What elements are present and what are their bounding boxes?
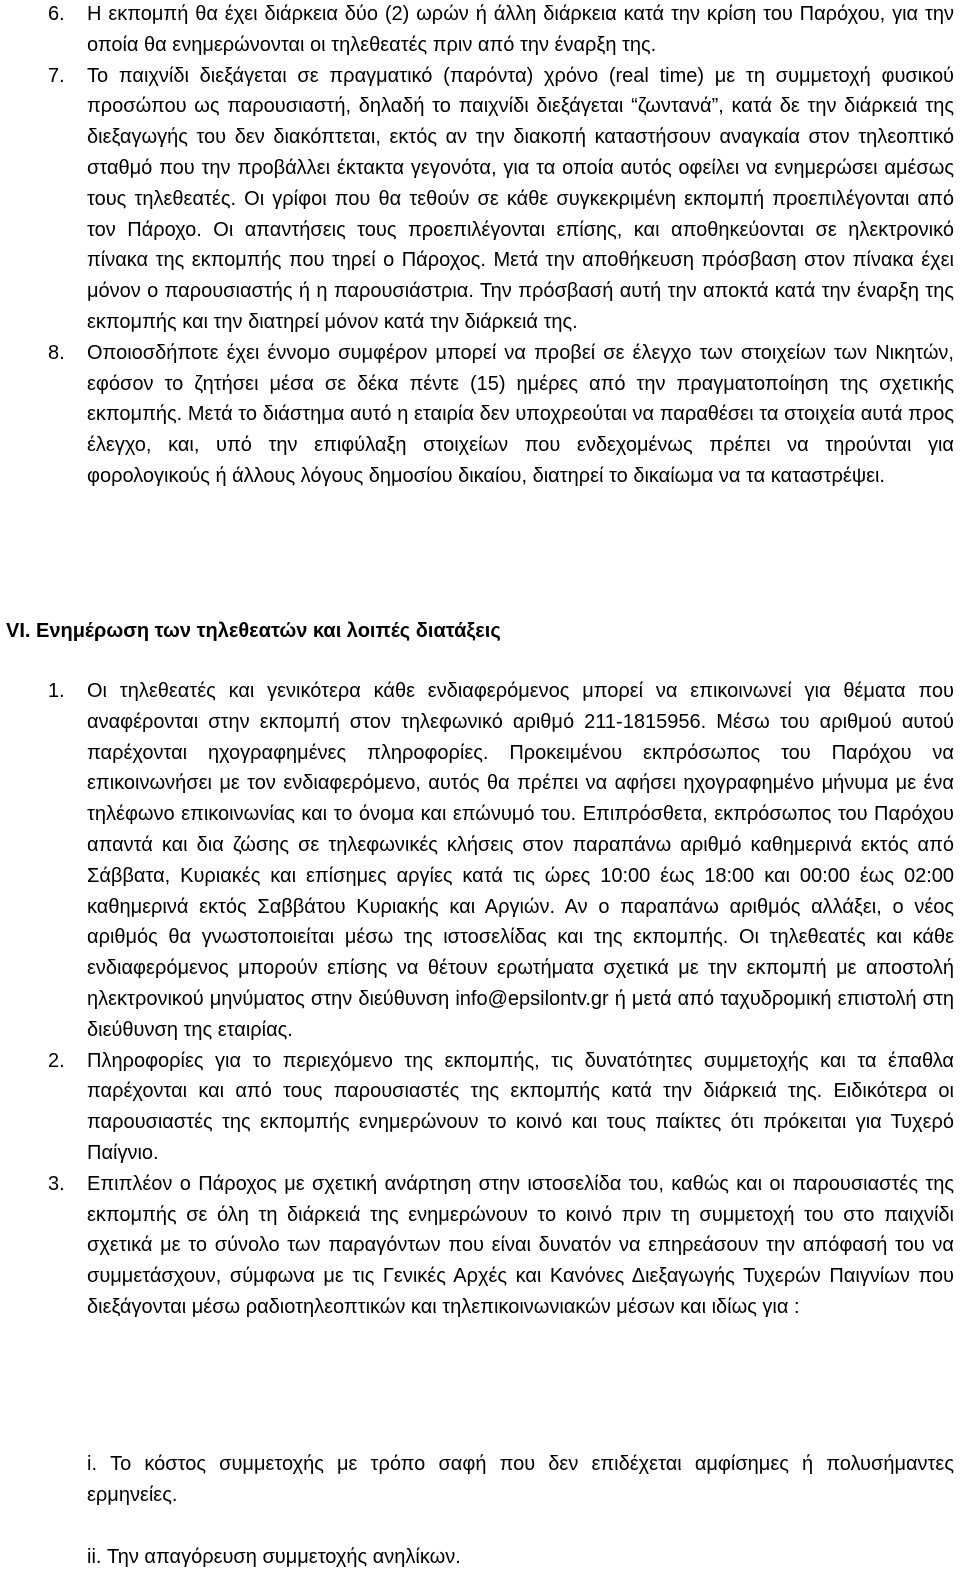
numbered-list-top bbox=[0, 0, 960, 492]
list-number: 8. bbox=[48, 341, 65, 364]
list-item-text: Το παιχνίδι διεξάγεται σε πραγματικό (παρόντα) χρόνο (real time) με τη συμμετοχή φυσικού προσώπου ως παρουσιαστή, δηλαδή το παιχνίδι διεξάγεται “ζωντανά”, κατά δε την διάρκειά της διεξαγωγής του δεν διακόπτεται, εκτός αν την διακοπή καταστήσουν αναγκαία στον τηλεοπτικό σταθμό που την προβάλλει έκτακτα γεγονότα, για τα οποία αυτός οφείλει να ενημερώσει αμέσως τους τηλεθεατές. Οι γρίφοι που θα τεθούν σε κάθε συγκεκριμένη εκπομπή προεπιλέγονται από τον Πάροχο. Οι απαντήσεις τους προεπιλέγονται επίσης, και αποθηκεύονται σε ηλεκτρονικό πίνακα της εκπομπής που τηρεί ο Πάροχος. Μετά την αποθήκευση πρόσβαση στον πίνακα έχει μόνον ο παρουσιαστής ή η παρουσιάστρια. Την πρόσβασή αυτή την αποκτά κατά την έναρξη της εκπομπής και την διατηρεί μόνον κατά την διάρκειά της. bbox=[87, 64, 954, 333]
list-item-text: Οι τηλεθεατές και γενικότερα κάθε ενδιαφερόμενος μπορεί να επικοινωνεί για θέματα που αναφέρονται στην εκπομπή στον τηλεφωνικό αριθμό 211-1815956. Μέσω του αριθμού αυτού παρέχονται ηχογραφημένες πληροφορίες. Προκειμένου εκπρόσωπος του Παρόχου να επικοινωνήσει με τον ενδιαφερόμενο, αυτός θα πρέπει να αφήσει ηχογραφημένο μήνυμα με ένα τηλέφωνο επικοινωνίας και το όνομα και επώνυμό του. Επιπρόσθετα, εκπρόσωπος του Παρόχου απαντά και δια ζώσης σε τηλεφωνικές κλήσεις στον παραπάνω αριθμό καθημερινά εκτός από Σάββατα, Κυριακές και επίσημες αργίες κατά τις ώρες 10:00 έως 18:00 και 00:00 έως 02:00 καθημερινά εκτός Σαββάτου Κυριακής και Αργιών. Αν ο παραπάνω αριθμός αλλάξει, ο νέος αριθμός θα γνωστοποιείται μέσω της ιστοσελίδας και της εκπομπής. Οι τηλεθεατές και κάθε ενδιαφερόμενος μπορούν επίσης να θέτουν ερωτήματα σχετικά με την εκπομπή με αποστολή ηλεκτρονικού μηνύματος στην διεύθυνση info@epsilontv.gr ή μετά από ταχυδρομική επιστολή στη διεύθυνση της εταιρίας. bbox=[87, 680, 954, 1041]
list-item-text: Επιπλέον ο Πάροχος με σχετική ανάρτηση στην ιστοσελίδα του, καθώς και οι παρουσιαστές της εκπομπής σε όλη τη διάρκειά της ενημερώνουν το κοινό πριν τη συμμετοχή του στο παιχνίδι σχετικά με το σύνολο των παραγόντων που είναι δυνατόν να επηρεάσουν την απόφασή του να συμμετάσχουν, σύμφωνα με τις Γενικές Αρχές και Κανόνες Διεξαγωγής Τυχερών Παιγνίων που διεξάγονται μέσω ραδιοτηλεοπτικών και τηλεπικοινωνιακών μέσων και ιδίως για : bbox=[87, 1172, 954, 1318]
list-number: 6. bbox=[48, 3, 65, 25]
list-item-text: Η εκπομπή θα έχει διάρκεια δύο (2) ωρών ή άλλη διάρκεια κατά την κρίση του Παρόχου, για την οποία θα ενημερώνονται οι τηλεθεατές πριν από την έναρξη της. bbox=[87, 3, 954, 56]
numbered-list-bottom bbox=[0, 676, 960, 1323]
list-number: 2. bbox=[48, 1049, 65, 1072]
section-heading: VI. Ενημέρωση των τηλεθεατών και λοιπές διατάξεις bbox=[6, 620, 501, 642]
list-item-7 bbox=[0, 61, 960, 338]
list-item-3 bbox=[0, 1169, 960, 1323]
list-item-1 bbox=[0, 676, 960, 1046]
list-item-6 bbox=[0, 0, 960, 61]
list-number: 3. bbox=[48, 1172, 65, 1195]
list-item-text: Πληροφορίες για το περιεχόμενο της εκπομπής, τις δυνατότητες συμμετοχής και τα έπαθλα παρέχονται και από τους παρουσιαστές της εκπομπής κατά την διάρκειά της. Ειδικότερα οι παρουσιαστές της εκπομπής ενημερώνουν το κοινό και τους παίκτες ότι πρόκειται για Τυχερό Παίγνιο. bbox=[87, 1049, 954, 1164]
list-number: 1. bbox=[48, 680, 65, 702]
list-number: 7. bbox=[48, 64, 65, 87]
sub-item-ii: ii. Την απαγόρευση συμμετοχής ανηλίκων. bbox=[87, 1545, 461, 1568]
list-item-2 bbox=[0, 1046, 960, 1169]
sub-item-i: i. Το κόστος συμμετοχής με τρόπο σαφή που δεν επιδέχεται αμφίσημες ή πολυσήμαντες ερμηνείες. bbox=[87, 1453, 954, 1506]
list-item-8 bbox=[0, 338, 960, 492]
roman-sub-list bbox=[0, 1449, 960, 1572]
list-item-text: Οποιοσδήποτε έχει έννομο συμφέρον μπορεί να προβεί σε έλεγχο των στοιχείων των Νικητών, εφόσον το ζητήσει μέσα σε δέκα πέντε (15) ημέρες από την πραγματοποίηση της σχετικής εκπομπής. Μετά το διάστημα αυτό η εταιρία δεν υποχρεούται να παραθέσει τα στοιχεία αυτά προς έλεγχο, και, υπό την επιφύλαξη στοιχείων που ενδεχομένως πρέπει να τηρούνται για φορολογικούς ή άλλους λόγους δημοσίου δικαίου, διατηρεί το δικαίωμα να τα καταστρέψει. bbox=[87, 341, 954, 487]
